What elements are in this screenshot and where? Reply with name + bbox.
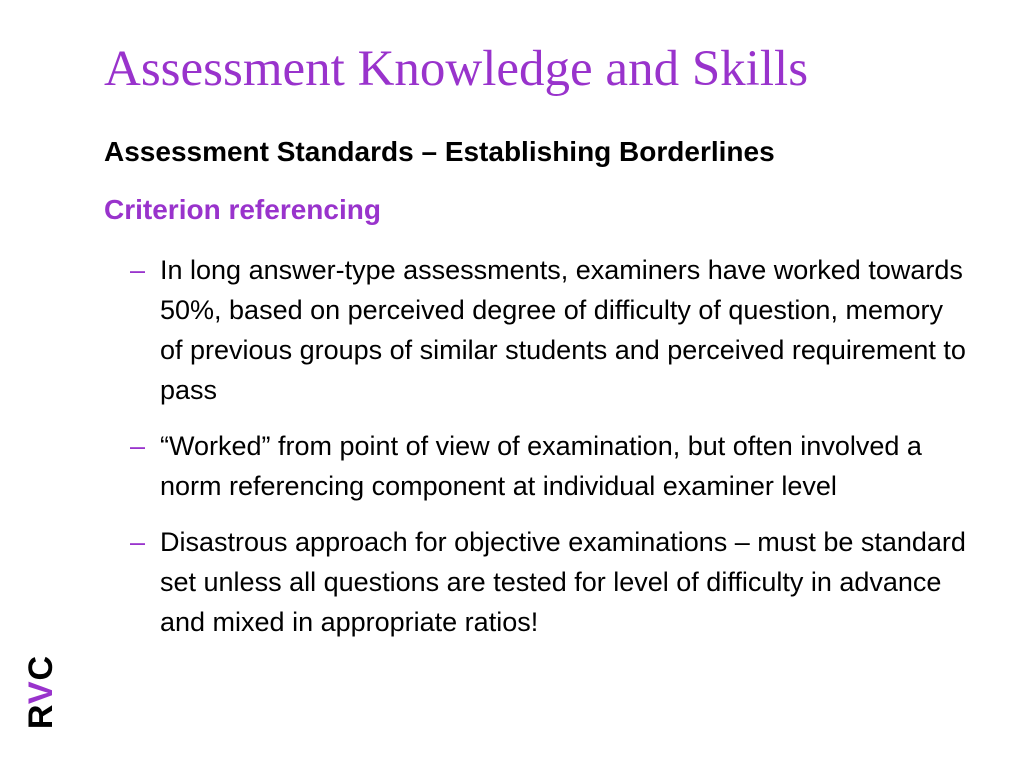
- bullet-text: In long answer-type assessments, examiners have worked towards 50%, based on perceived degree of difficulty of question, memory of previous groups of similar students and perceived requirement to pass: [160, 255, 966, 405]
- logo-letter-r: R: [22, 704, 60, 730]
- bullet-list: [130, 250, 970, 658]
- rvc-logo-text: [23, 655, 59, 729]
- bullet-item: [130, 250, 970, 410]
- logo-letter-v: V: [22, 680, 60, 705]
- bullet-text: “Worked” from point of view of examination, but often involved a norm referencing component at individual examiner level: [160, 431, 922, 501]
- rvc-logo: [16, 650, 66, 734]
- slide-subtitle: Assessment Standards – Establishing Borderlines: [104, 136, 775, 167]
- section-heading: Criterion referencing: [104, 194, 381, 225]
- slide-title: Assessment Knowledge and Skills: [104, 41, 809, 97]
- bullet-dash-icon: –: [130, 431, 146, 461]
- bullet-dash-icon: –: [130, 527, 146, 557]
- bullet-item: [130, 426, 970, 506]
- bullet-text: Disastrous approach for objective examinations – must be standard set unless all questions are tested for level of difficulty in advance and mixed in appropriate ratios!: [160, 527, 966, 637]
- bullet-item: [130, 522, 970, 642]
- bullet-dash-icon: –: [130, 255, 146, 285]
- logo-letter-c: C: [22, 654, 60, 681]
